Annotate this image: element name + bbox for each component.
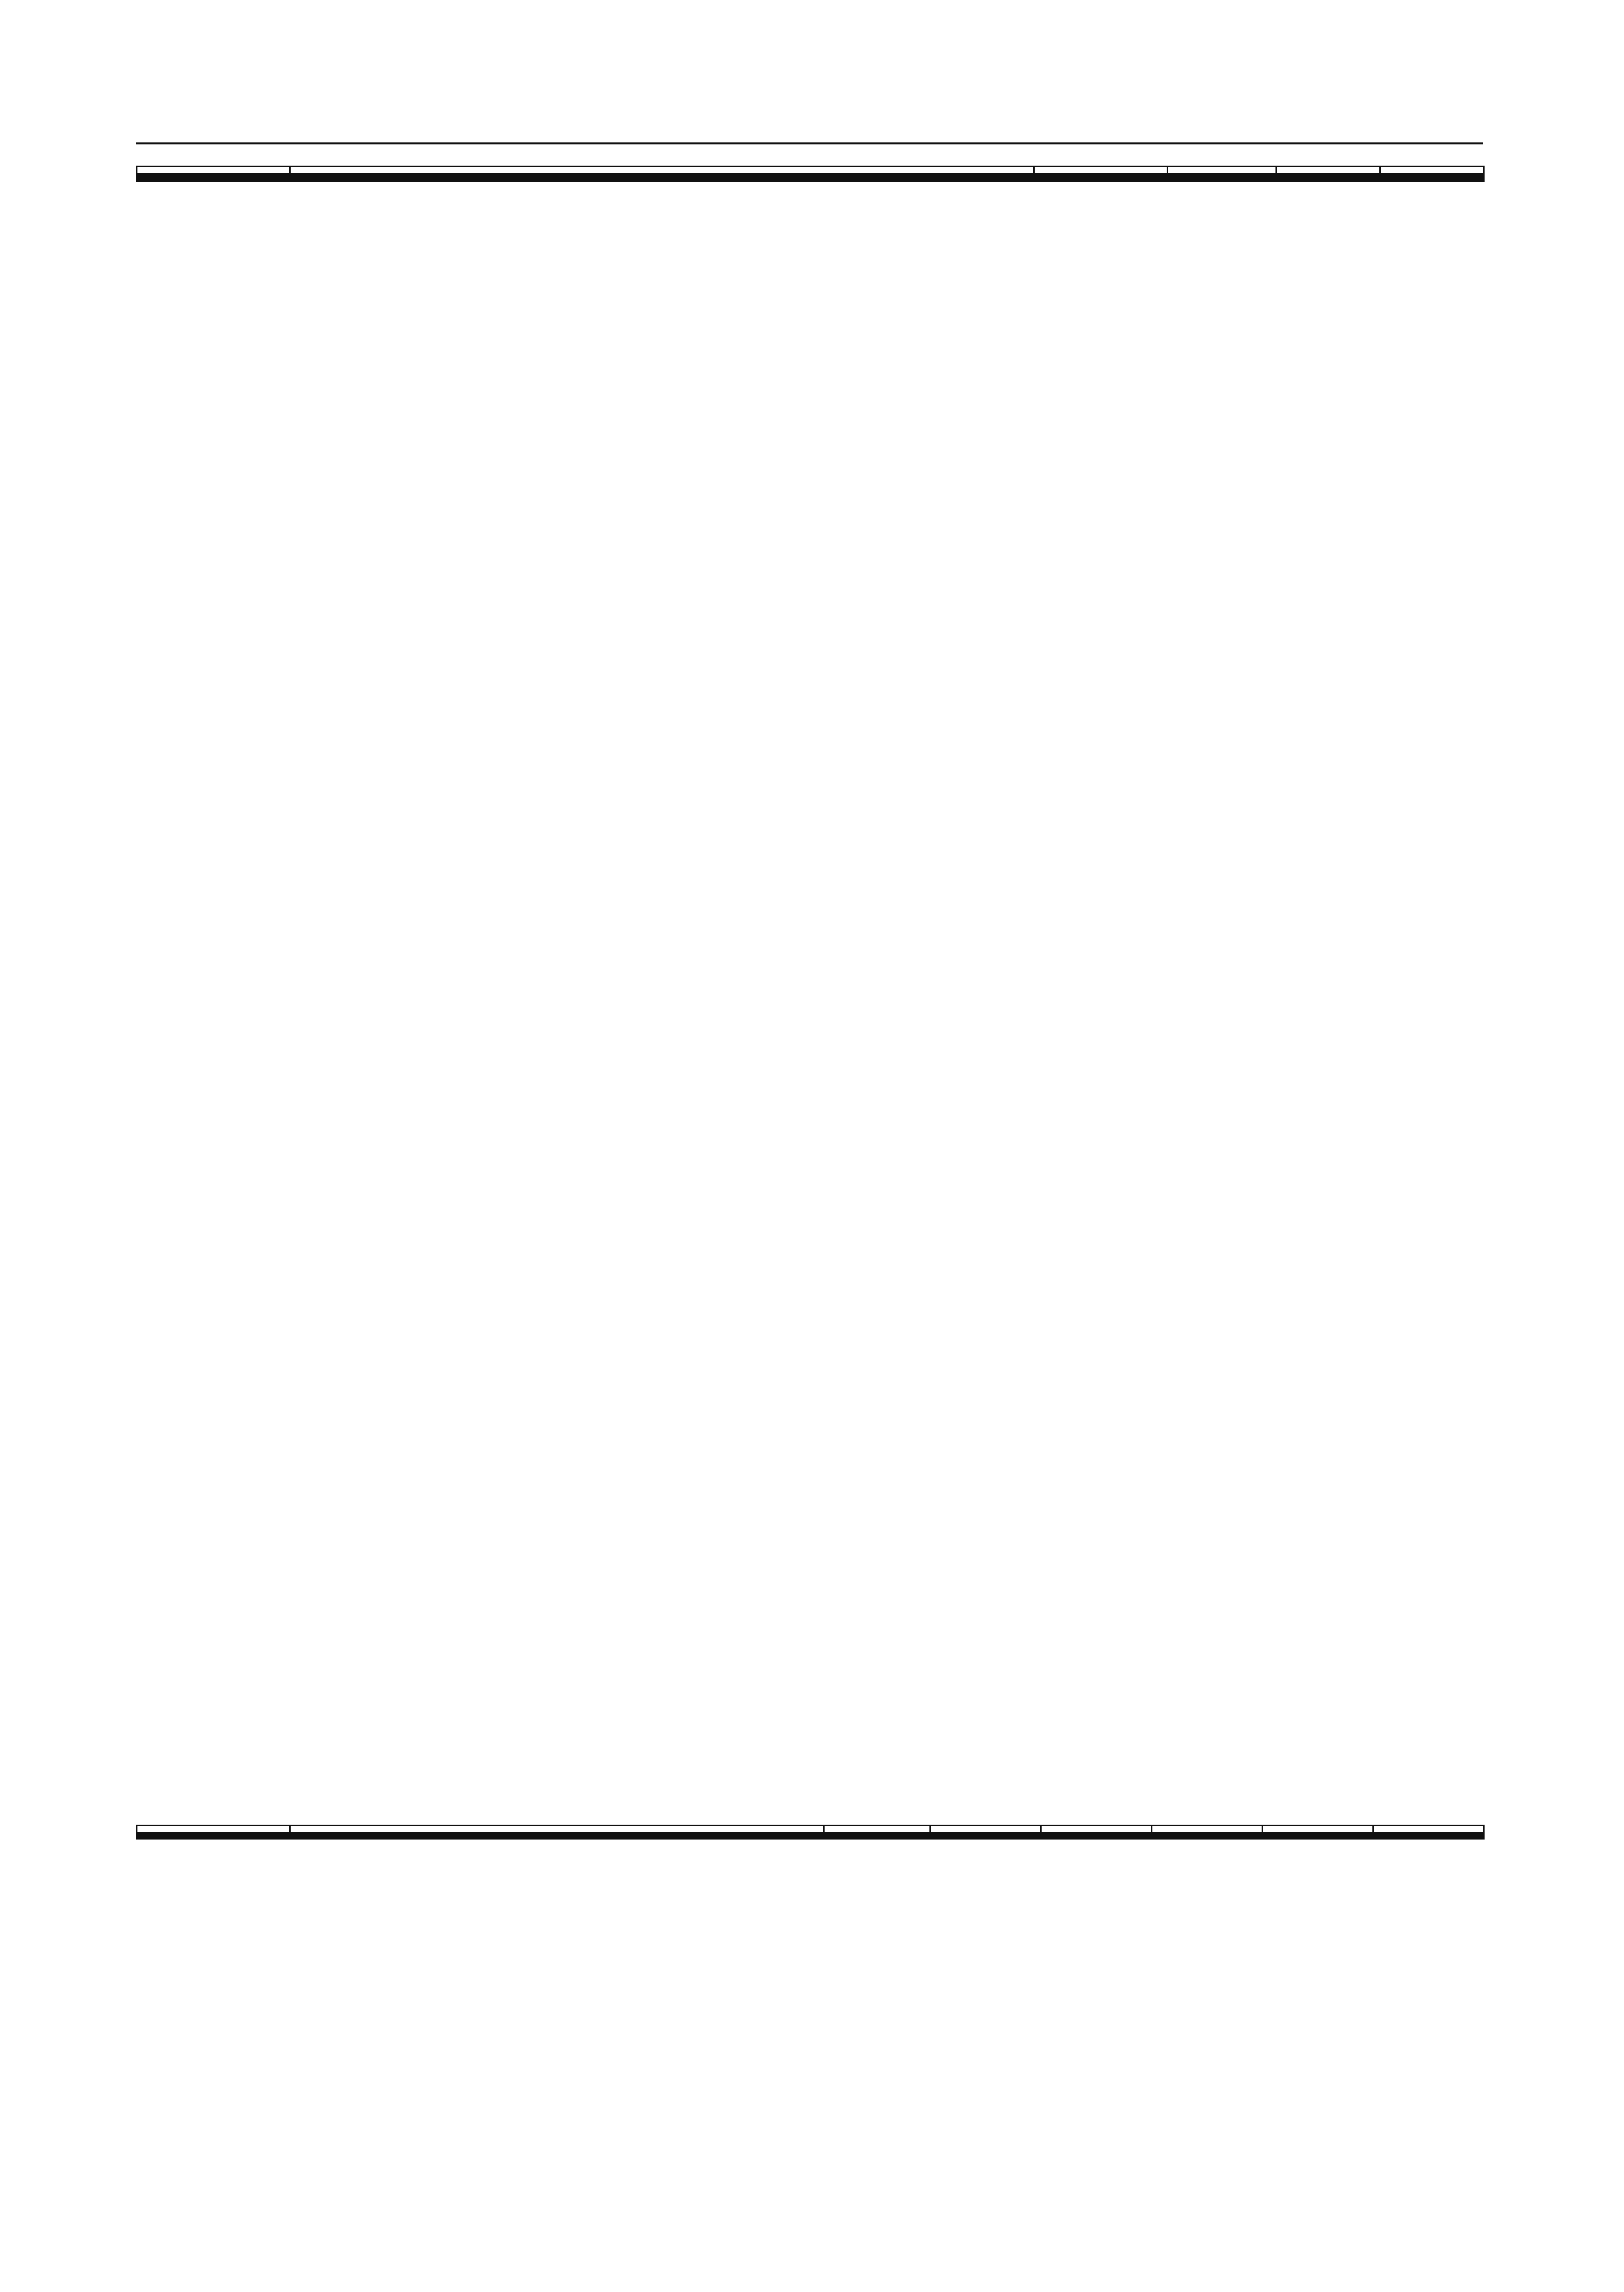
column-header bbox=[1152, 1826, 1263, 1834]
resource-code bbox=[137, 180, 290, 181]
resource-table-008 bbox=[136, 1825, 1485, 1840]
column-header bbox=[1373, 1826, 1484, 1834]
resource-name bbox=[290, 180, 1034, 181]
column-header bbox=[137, 167, 290, 175]
table-row bbox=[137, 1838, 1484, 1839]
unit-cell bbox=[1034, 180, 1168, 181]
column-header bbox=[1380, 167, 1484, 175]
value-cell bbox=[930, 1838, 1041, 1839]
value-cell bbox=[1041, 1838, 1152, 1839]
resource-table-007 bbox=[136, 166, 1485, 182]
table-row bbox=[137, 180, 1484, 181]
column-header bbox=[137, 1826, 290, 1834]
value-cell bbox=[1152, 1838, 1263, 1839]
header-rule bbox=[136, 142, 1483, 144]
column-header bbox=[290, 167, 1034, 175]
unit-cell bbox=[824, 1838, 930, 1839]
column-header bbox=[1034, 167, 1168, 175]
column-header bbox=[1263, 1826, 1373, 1834]
column-header bbox=[1168, 167, 1276, 175]
value-cell bbox=[1263, 1838, 1373, 1839]
column-header bbox=[290, 1826, 824, 1834]
column-header bbox=[1041, 1826, 1152, 1834]
resource-code bbox=[137, 1838, 290, 1839]
column-header bbox=[824, 1826, 930, 1834]
value-cell bbox=[1380, 180, 1484, 181]
value-cell bbox=[1373, 1838, 1484, 1839]
value-cell bbox=[1276, 180, 1380, 181]
resource-name bbox=[290, 1838, 824, 1839]
column-header bbox=[1276, 167, 1380, 175]
column-header bbox=[930, 1826, 1041, 1834]
value-cell bbox=[1168, 180, 1276, 181]
